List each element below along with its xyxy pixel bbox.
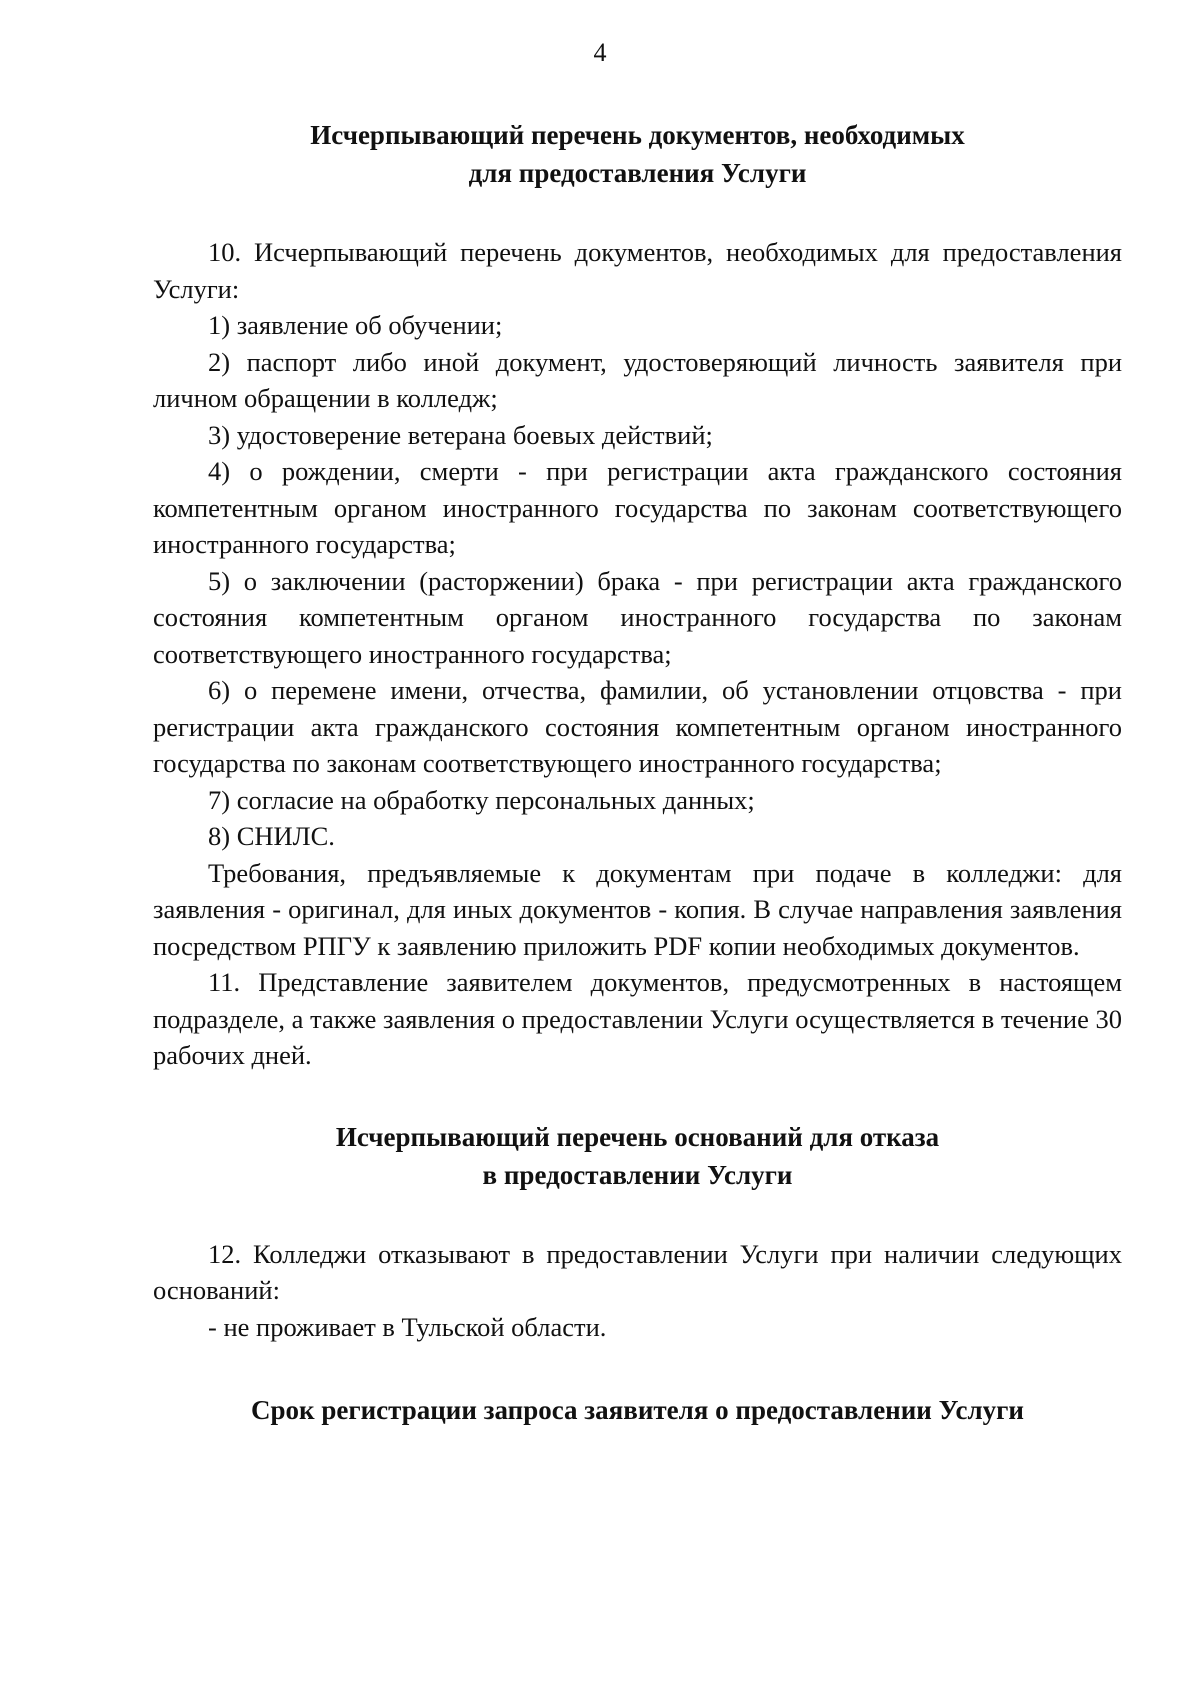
paragraph-12: 12. Колледжи отказывают в предоставлении Услуги при наличии следующих оснований: (153, 1238, 1122, 1305)
list-item: 3) удостоверение ветерана боевых действий; (208, 419, 713, 450)
heading-line: в предоставлении Услуги (482, 1159, 793, 1190)
list-item: 2) паспорт либо иной документ, удостоверяющий личность заявителя при личном обращении в колледж; (153, 346, 1122, 413)
document-body (153, 116, 1122, 1429)
list-item: 4) о рождении, смерти - при регистрации акта гражданского состояния компетентным органом иностранного государства по законам соответствующего иностранного государства; (153, 456, 1122, 559)
paragraph-10: 10. Исчерпывающий перечень документов, необходимых для предоставления Услуги: (153, 237, 1122, 304)
page-number: 4 (593, 38, 607, 67)
section-heading-refusal (153, 1118, 1122, 1194)
requirements-paragraph: Требования, предъявляемые к документам при подаче в колледжи: для заявления - оригинал, для иных документов - копия. В случае направления заявления посредством РПГУ к заявлению приложить PDF копии необходимых документов. (153, 857, 1122, 961)
heading-line: Исчерпывающий перечень оснований для отказа (335, 1121, 940, 1152)
heading-line: для предоставления Услуги (468, 158, 807, 188)
paragraph-11: 11. Представление заявителем документов, предусмотренных в настоящем подразделе, а также заявления о предоставлении Услуги осуществляется в течение 30 рабочих дней. (153, 967, 1122, 1070)
list-item: 5) о заключении (расторжении) брака - при регистрации акта гражданского состояния компетентным органом иностранного государства по законам соответствующего иностранного государства; (153, 565, 1122, 669)
section-heading-registration-term (153, 1391, 1122, 1429)
list-item: 8) СНИЛС. (208, 821, 335, 851)
list-item: 1) заявление об обучении; (208, 310, 503, 340)
list-item: 6) о перемене имени, отчества, фамилии, об установлении отцовства - при регистрации акта гражданского состояния компетентным органом иностранного государства по законам соответствующего иностранного государства; (153, 675, 1122, 778)
heading-line: Исчерпывающий перечень документов, необходимых (310, 120, 965, 150)
section-heading-documents (153, 116, 1122, 192)
list-item: 7) согласие на обработку персональных данных; (208, 784, 755, 815)
list-item: - не проживает в Тульской области. (208, 1311, 607, 1342)
heading-line: Срок регистрации запроса заявителя о предоставлении Услуги (251, 1395, 1024, 1425)
